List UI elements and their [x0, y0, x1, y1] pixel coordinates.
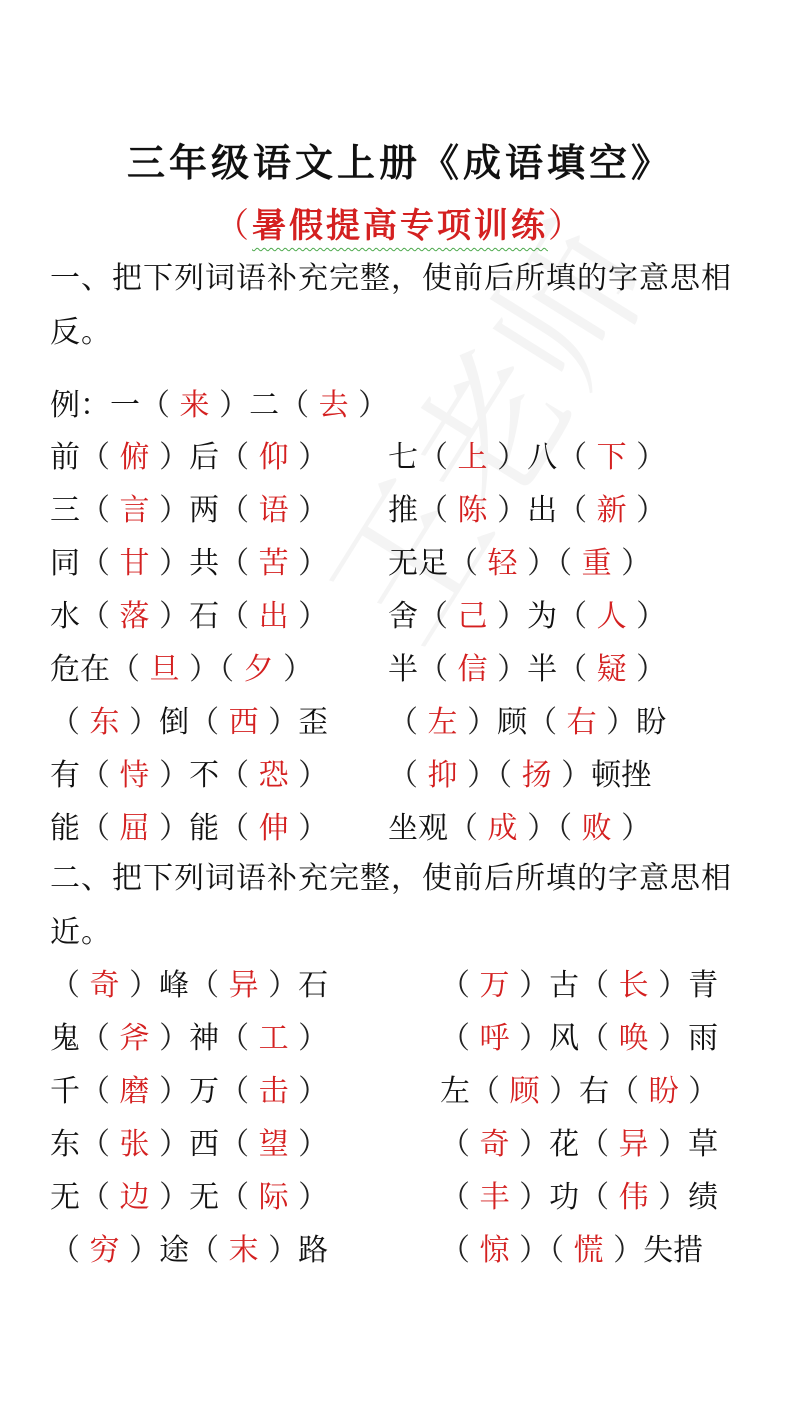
- section2-idiom-item: （ 穷 ）途（ 末 ）路: [50, 1233, 329, 1268]
- section1-idiom-item: （ 左 ）顾（ 右 ）盼: [388, 705, 667, 740]
- example-line: 例：一（ 来 ）二（ 去 ）: [50, 388, 389, 423]
- section1-idiom-item: 半（ 信 ）半（ 疑 ）: [388, 652, 667, 687]
- section1-idiom-item: 坐观（ 成 ）（ 败 ）: [388, 811, 652, 846]
- section1-idiom-item: 舍（ 己 ）为（ 人 ）: [388, 599, 667, 634]
- section2-heading: 二、把下列词语补充完整，使前后所填的字意思相近。: [50, 861, 732, 950]
- section1-idiom-item: 推（ 陈 ）出（ 新 ）: [388, 493, 667, 528]
- section1-idiom-item: 三（ 言 ）两（ 语 ）: [50, 493, 329, 528]
- section1-heading: 一、把下列词语补充完整，使前后所填的字意思相反。: [50, 261, 732, 350]
- section1-idiom-item: 同（ 甘 ）共（ 苦 ）: [50, 546, 329, 581]
- section2-idiom-item: （ 呼 ）风（ 唤 ）雨: [440, 1021, 719, 1056]
- subtitle-close-paren: ）: [548, 206, 585, 246]
- section1-idiom-item: 七（ 上 ）八（ 下 ）: [388, 440, 667, 475]
- section1-idiom-item: 水（ 落 ）石（ 出 ）: [50, 599, 329, 634]
- page-title: 三年级语文上册《成语填空》: [126, 140, 673, 185]
- section2-idiom-item: （ 奇 ）花（ 异 ）草: [440, 1127, 719, 1162]
- subtitle-open-paren: （: [215, 206, 252, 246]
- section1-idiom-item: 危在（ 旦 ）（ 夕 ）: [50, 652, 314, 687]
- section2-idiom-item: 鬼（ 斧 ）神（ 工 ）: [50, 1021, 329, 1056]
- section1-idiom-item: 前（ 俯 ）后（ 仰 ）: [50, 440, 329, 475]
- section2-idiom-item: 无（ 边 ）无（ 际 ）: [50, 1180, 329, 1215]
- page-subtitle: [0, 198, 800, 247]
- section2-idiom-item: 千（ 磨 ）万（ 击 ）: [50, 1074, 329, 1109]
- section1-idiom-item: 有（ 恃 ）不（ 恐 ）: [50, 758, 329, 793]
- section2-idiom-item: 东（ 张 ）西（ 望 ）: [50, 1127, 329, 1162]
- section1-idiom-item: （ 抑 ）（ 扬 ）顿挫: [388, 758, 652, 793]
- section1-idiom-item: 能（ 屈 ）能（ 伸 ）: [50, 811, 329, 846]
- subtitle-text: 暑假提高专项训练: [252, 206, 548, 246]
- section2-idiom-item: （ 丰 ）功（ 伟 ）绩: [440, 1180, 719, 1215]
- section1-idiom-item: （ 东 ）倒（ 西 ）歪: [50, 705, 329, 740]
- section2-idiom-item: （ 奇 ）峰（ 异 ）石: [50, 968, 329, 1003]
- section1-idiom-item: 无足（ 轻 ）（ 重 ）: [388, 546, 652, 581]
- section2-idiom-item: （ 万 ）古（ 长 ）青: [440, 968, 719, 1003]
- section2-idiom-item: 左（ 顾 ）右（ 盼 ）: [440, 1074, 719, 1109]
- section2-idiom-item: （ 惊 ）（ 慌 ）失措: [440, 1233, 704, 1268]
